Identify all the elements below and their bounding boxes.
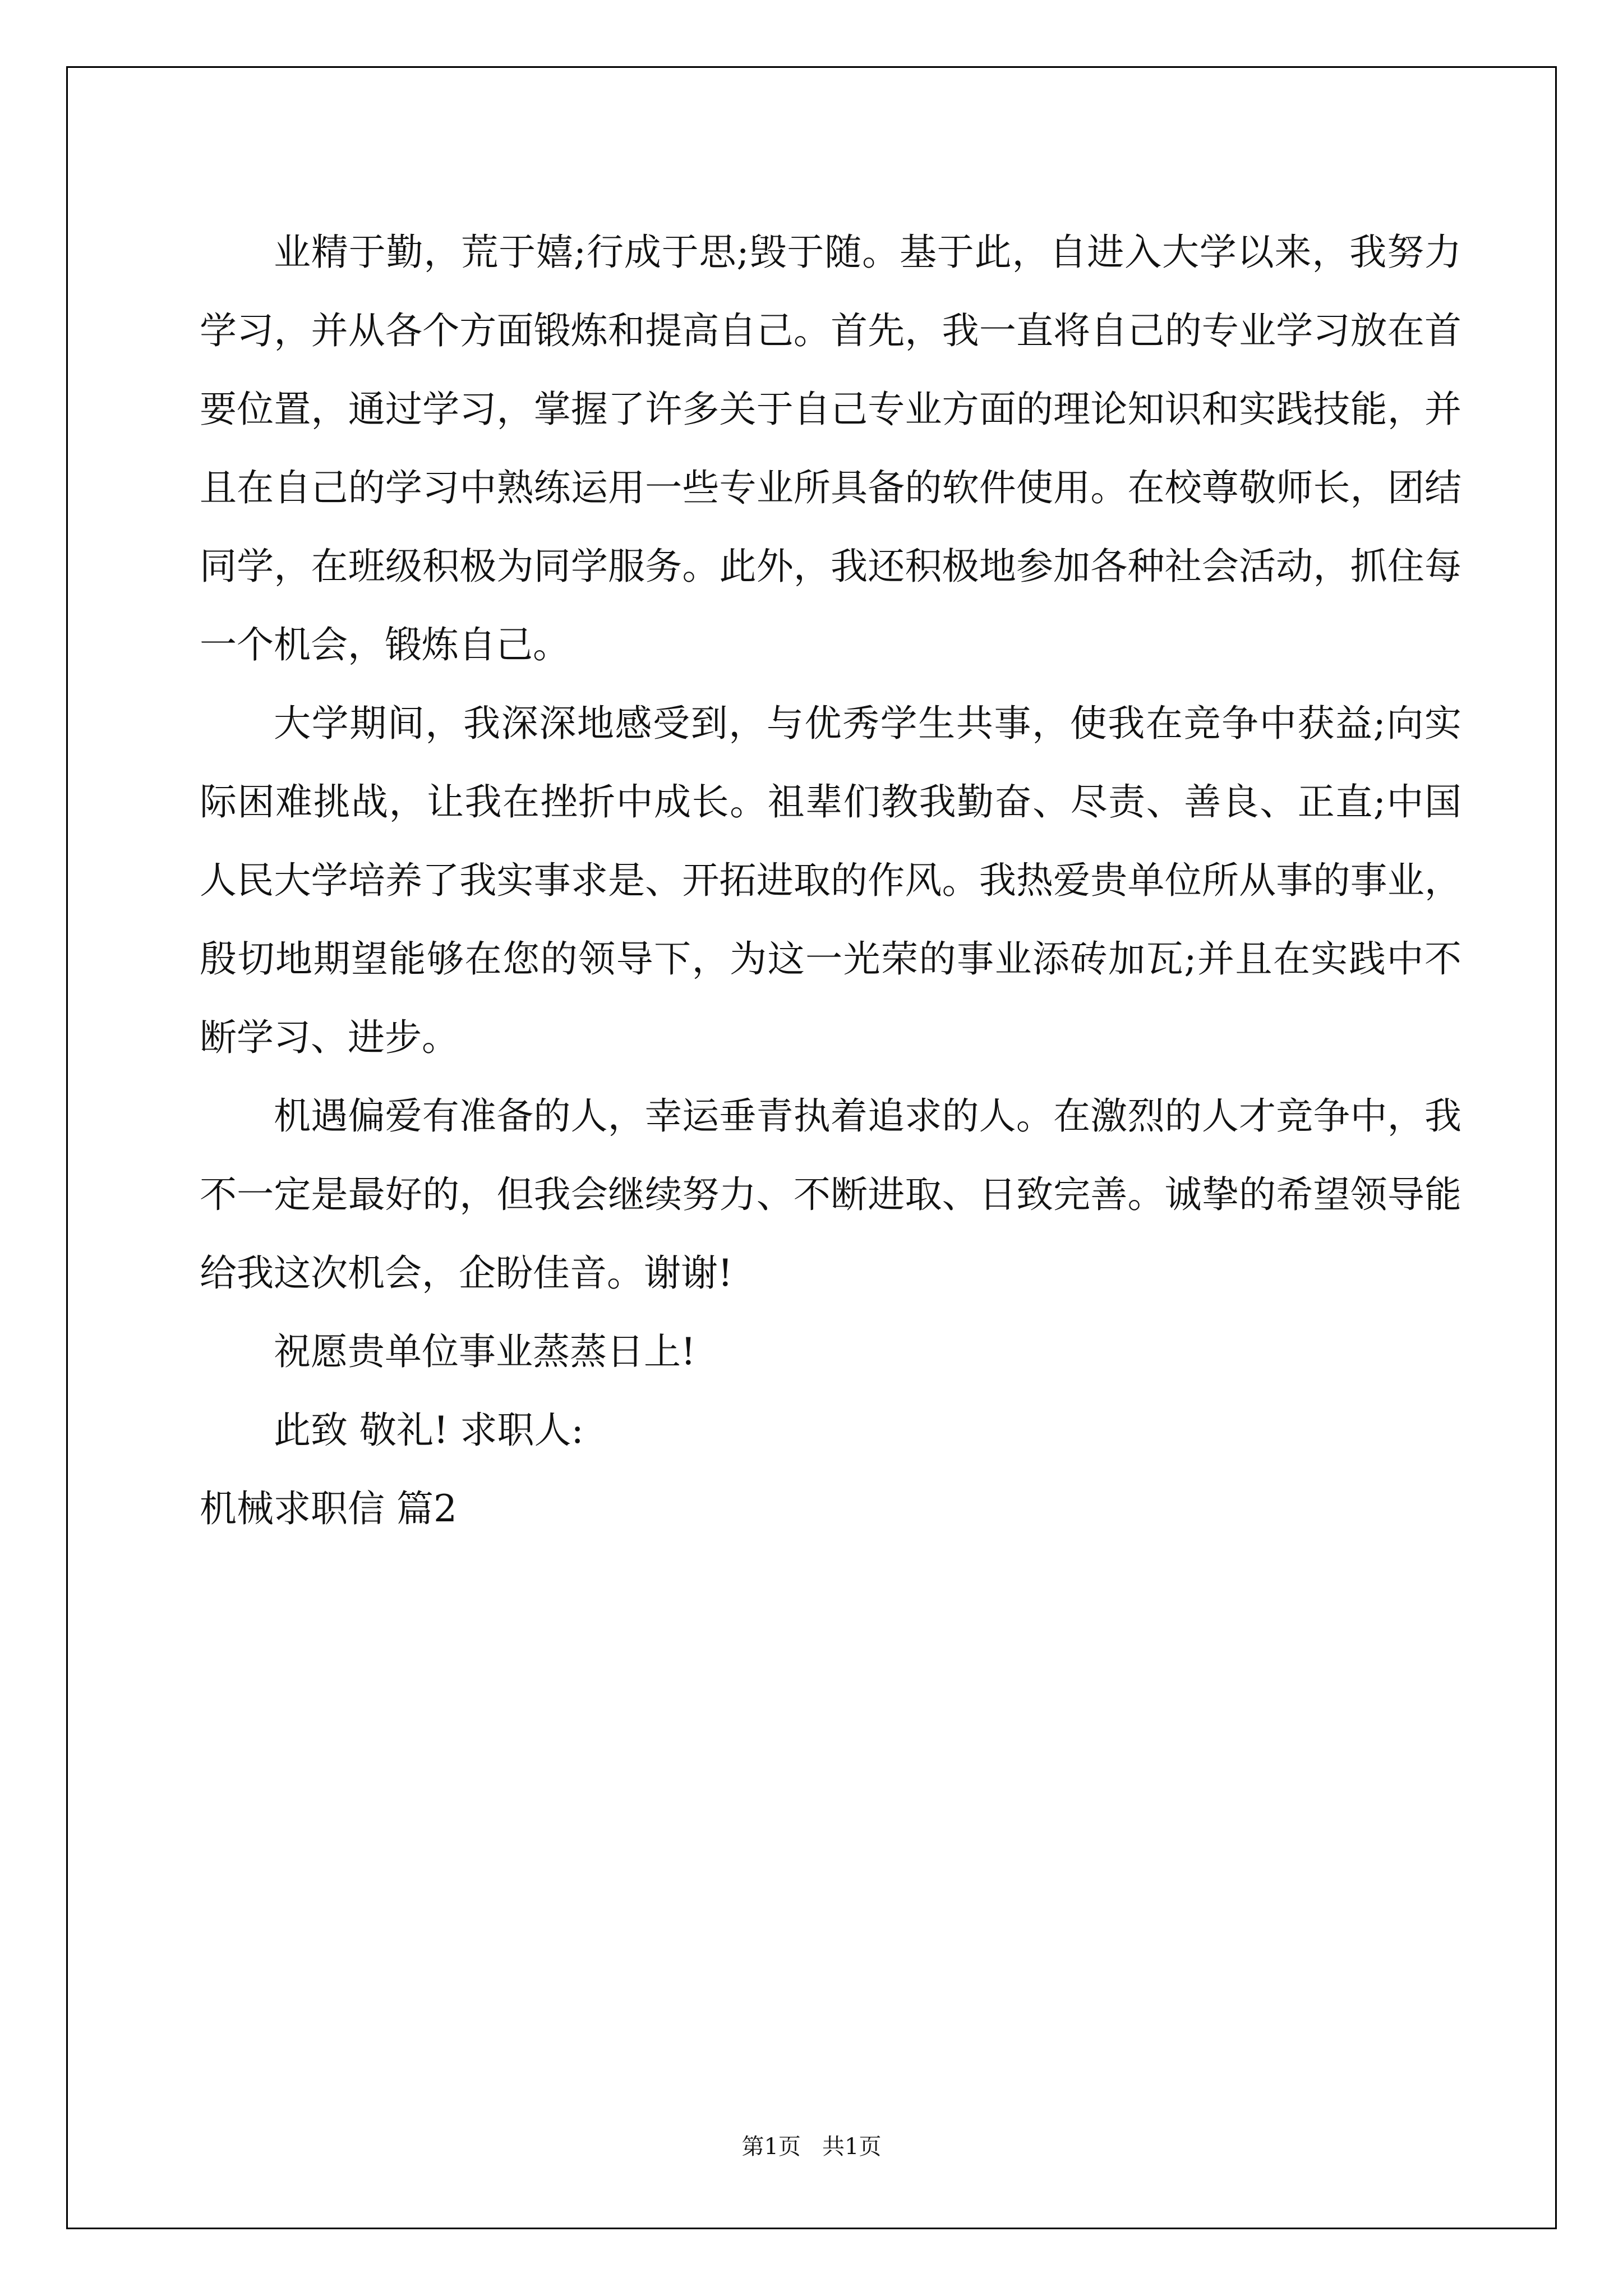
- page-number-footer: 第1页 共1页: [741, 2134, 882, 2160]
- section-heading: 机械求职信 篇2: [200, 1487, 457, 1530]
- document-body: [200, 213, 1461, 1548]
- paragraph-2: 大学期间，我深深地感受到，与优秀学生共事，使我在竞争中获益;向实际困难挑战，让我在挫折中成长。祖辈们教我勤奋、尽责、善良、正直;中国人民大学培养了我实事求是、开拓进取的作风。我热爱贵单位所从事的事业，殷切地期望能够在您的领导下，为这一光荣的事业添砖加瓦;并且在实践中不断学习、进步。: [200, 702, 1461, 1059]
- paragraph-1: 业精于勤，荒于嬉;行成于思;毁于随。基于此，自进入大学以来，我努力学习，并从各个方面锻炼和提高自己。首先，我一直将自己的专业学习放在首要位置，通过学习，掌握了许多关于自己专业方面的理论知识和实践技能，并且在自己的学习中熟练运用一些专业所具备的软件使用。在校尊敬师长，团结同学，在班级积极为同学服务。此外，我还积极地参加各种社会活动，抓住每一个机会，锻炼自己。: [200, 231, 1461, 666]
- paragraph-3: 机遇偏爱有准备的人，幸运垂青执着追求的人。在激烈的人才竞争中，我不一定是最好的，但我会继续努力、不断进取、日致完善。诚挚的希望领导能给我这次机会，企盼佳音。谢谢!: [200, 1094, 1461, 1295]
- paragraph-closing-wish: 祝愿贵单位事业蒸蒸日上!: [274, 1330, 696, 1373]
- paragraph-salutation: 此致 敬礼! 求职人:: [274, 1409, 584, 1452]
